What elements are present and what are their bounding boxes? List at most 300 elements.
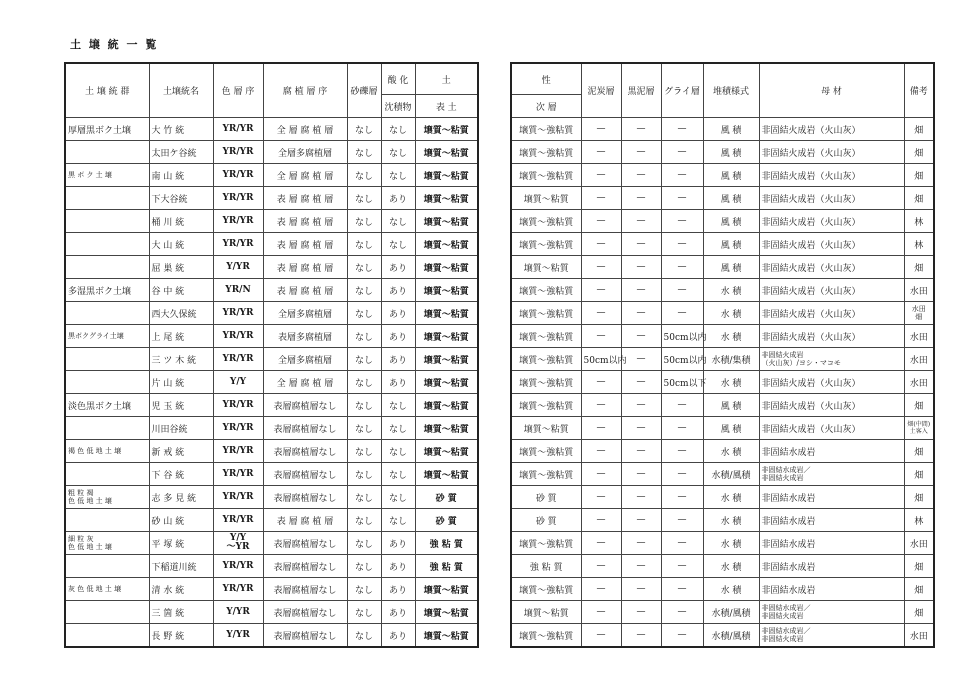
note-cell: 畑 — [904, 555, 934, 578]
deposit-mode-cell: 風 積 — [703, 141, 759, 164]
header-soil-texture-right: 性 — [511, 63, 581, 95]
muck-layer-cell: — — [621, 417, 661, 440]
soil-series-name-cell: 下大谷統 — [149, 187, 213, 210]
table-row — [65, 325, 478, 348]
table-row — [65, 601, 478, 624]
soil-group-cell: 厚層黒ボク土壌 — [65, 118, 149, 141]
note-cell: 畑 — [904, 118, 934, 141]
note-cell: 水田 — [904, 624, 934, 648]
soil-series-name-cell: 砂 山 統 — [149, 509, 213, 532]
table-row — [511, 325, 934, 348]
table-row — [511, 141, 934, 164]
oxidation-deposit-cell: あり — [381, 348, 415, 371]
header-group: 土 壌 統 群 — [65, 63, 149, 118]
soil-group-cell — [65, 348, 149, 371]
parent-material-cell: 非固結火成岩（火山灰） — [759, 279, 904, 302]
surface-texture-cell: 壌質～粘質 — [415, 624, 478, 648]
table-row — [65, 371, 478, 394]
header-name: 土壌統名 — [149, 63, 213, 118]
surface-texture-cell: 壌質～粘質 — [415, 578, 478, 601]
muck-layer-cell: — — [621, 233, 661, 256]
peat-layer-cell: — — [581, 279, 621, 302]
soil-group-cell — [65, 509, 149, 532]
table-row — [511, 486, 934, 509]
deposit-mode-cell: 水 積 — [703, 371, 759, 394]
surface-texture-cell: 壌質～粘質 — [415, 463, 478, 486]
parent-material-cell: 非固結水成岩／ 非固結火成岩 — [759, 601, 904, 624]
table-row — [511, 348, 934, 371]
table-row — [511, 463, 934, 486]
gravel-layer-cell: なし — [347, 325, 381, 348]
note-cell: 水田 — [904, 348, 934, 371]
table-row — [65, 256, 478, 279]
oxidation-deposit-cell: なし — [381, 486, 415, 509]
soil-group-cell: 粗 粒 褐 色 低 地 土 壌 — [65, 486, 149, 509]
note-cell: 林 — [904, 210, 934, 233]
color-sequence-cell: YR/YR — [213, 141, 263, 164]
soil-series-name-cell: 南 山 統 — [149, 164, 213, 187]
gley-layer-cell: — — [661, 187, 703, 210]
humus-sequence-cell: 表 層 腐 植 層 — [263, 187, 347, 210]
color-sequence-cell: YR/YR — [213, 348, 263, 371]
color-sequence-cell: Y/YR — [213, 256, 263, 279]
color-sequence-cell: YR/N — [213, 279, 263, 302]
surface-texture-cell: 壌質～粘質 — [415, 141, 478, 164]
soil-group-cell — [65, 141, 149, 164]
gravel-layer-cell: なし — [347, 302, 381, 325]
surface-texture-cell: 壌質～粘質 — [415, 394, 478, 417]
deposit-mode-cell: 水 積 — [703, 325, 759, 348]
gley-layer-cell: 50cm以内 — [661, 348, 703, 371]
muck-layer-cell: — — [621, 624, 661, 648]
peat-layer-cell: — — [581, 187, 621, 210]
soil-group-cell — [65, 187, 149, 210]
note-cell: 畑 — [904, 256, 934, 279]
table-row — [511, 279, 934, 302]
deposit-mode-cell: 風 積 — [703, 256, 759, 279]
gley-layer-cell: — — [661, 210, 703, 233]
soil-series-name-cell: 志 多 見 統 — [149, 486, 213, 509]
header-subsoil: 次 層 — [511, 95, 581, 118]
muck-layer-cell: — — [621, 279, 661, 302]
gravel-layer-cell: なし — [347, 187, 381, 210]
humus-sequence-cell: 表 層 腐 植 層 — [263, 279, 347, 302]
parent-material-cell: 非固結火成岩（火山灰） — [759, 256, 904, 279]
deposit-mode-cell: 水 積 — [703, 555, 759, 578]
oxidation-deposit-cell: なし — [381, 394, 415, 417]
soil-group-cell — [65, 417, 149, 440]
peat-layer-cell: — — [581, 325, 621, 348]
soil-series-name-cell: 下 谷 統 — [149, 463, 213, 486]
gravel-layer-cell: なし — [347, 624, 381, 648]
surface-texture-cell: 壌質～粘質 — [415, 279, 478, 302]
subsoil-texture-cell: 壌質～強粘質 — [511, 578, 581, 601]
peat-layer-cell: — — [581, 624, 621, 648]
note-cell: 水田 — [904, 371, 934, 394]
table-row — [511, 210, 934, 233]
surface-texture-cell: 壌質～粘質 — [415, 601, 478, 624]
header-gley: グライ層 — [661, 63, 703, 118]
soil-series-name-cell: 谷 中 統 — [149, 279, 213, 302]
subsoil-texture-cell: 壌質～強粘質 — [511, 325, 581, 348]
note-cell: 畑 — [904, 440, 934, 463]
gley-layer-cell: — — [661, 509, 703, 532]
parent-material-cell: 非固結火成岩（火山灰） — [759, 417, 904, 440]
soil-series-name-cell: 長 野 統 — [149, 624, 213, 648]
color-sequence-cell: Y/YR — [213, 624, 263, 648]
soil-group-cell — [65, 256, 149, 279]
color-sequence-cell: YR/YR — [213, 302, 263, 325]
surface-texture-cell: 砂 質 — [415, 509, 478, 532]
gravel-layer-cell: なし — [347, 486, 381, 509]
header-muck: 黒泥層 — [621, 63, 661, 118]
oxidation-deposit-cell: あり — [381, 555, 415, 578]
color-sequence-cell: YR/YR — [213, 210, 263, 233]
parent-material-cell: 非固結火成岩（火山灰） — [759, 325, 904, 348]
color-sequence-cell: YR/YR — [213, 417, 263, 440]
subsoil-texture-cell: 壌質～粘質 — [511, 187, 581, 210]
muck-layer-cell: — — [621, 256, 661, 279]
oxidation-deposit-cell: なし — [381, 440, 415, 463]
oxidation-deposit-cell: あり — [381, 187, 415, 210]
table-row — [65, 279, 478, 302]
peat-layer-cell: — — [581, 233, 621, 256]
deposit-mode-cell: 風 積 — [703, 417, 759, 440]
oxidation-deposit-cell: あり — [381, 532, 415, 555]
soil-group-cell — [65, 463, 149, 486]
humus-sequence-cell: 表層腐植層なし — [263, 417, 347, 440]
peat-layer-cell: — — [581, 532, 621, 555]
soil-series-name-cell: 上 尾 統 — [149, 325, 213, 348]
subsoil-texture-cell: 砂 質 — [511, 509, 581, 532]
parent-material-cell: 非固結火成岩（火山灰） — [759, 141, 904, 164]
subsoil-texture-cell: 壌質～強粘質 — [511, 348, 581, 371]
humus-sequence-cell: 表層腐植層なし — [263, 601, 347, 624]
soil-series-name-cell: 平 塚 統 — [149, 532, 213, 555]
gley-layer-cell: — — [661, 578, 703, 601]
oxidation-deposit-cell: なし — [381, 417, 415, 440]
muck-layer-cell: — — [621, 371, 661, 394]
table-row — [65, 210, 478, 233]
table-row — [511, 302, 934, 325]
subsoil-texture-cell: 強 粘 質 — [511, 555, 581, 578]
subsoil-texture-cell: 壌質～強粘質 — [511, 210, 581, 233]
muck-layer-cell: — — [621, 348, 661, 371]
humus-sequence-cell: 全 層 腐 植 層 — [263, 118, 347, 141]
muck-layer-cell: — — [621, 555, 661, 578]
gley-layer-cell: — — [661, 555, 703, 578]
table-row — [511, 118, 934, 141]
gley-layer-cell: — — [661, 256, 703, 279]
humus-sequence-cell: 表層腐植層なし — [263, 532, 347, 555]
page-title: 土 壌 統 一 覧 — [70, 38, 159, 51]
color-sequence-cell: YR/YR — [213, 233, 263, 256]
humus-sequence-cell: 全 層 腐 植 層 — [263, 371, 347, 394]
surface-texture-cell: 強 粘 質 — [415, 532, 478, 555]
oxidation-deposit-cell: なし — [381, 118, 415, 141]
parent-material-cell: 非固結水成岩 — [759, 486, 904, 509]
soil-group-cell: 灰 色 低 地 土 壌 — [65, 578, 149, 601]
muck-layer-cell: — — [621, 394, 661, 417]
gley-layer-cell: — — [661, 440, 703, 463]
gley-layer-cell: — — [661, 141, 703, 164]
gravel-layer-cell: なし — [347, 417, 381, 440]
soil-group-cell: 淡色黒ボク土壌 — [65, 394, 149, 417]
table-row — [65, 578, 478, 601]
deposit-mode-cell: 水 積 — [703, 440, 759, 463]
subsoil-texture-cell: 壌質～粘質 — [511, 417, 581, 440]
parent-material-cell: 非固結火成岩（火山灰） — [759, 302, 904, 325]
note-cell: 畑 — [904, 187, 934, 210]
surface-texture-cell: 壌質～粘質 — [415, 325, 478, 348]
muck-layer-cell: — — [621, 532, 661, 555]
soil-series-name-cell: 川田谷統 — [149, 417, 213, 440]
table-row — [511, 394, 934, 417]
soil-group-cell — [65, 302, 149, 325]
oxidation-deposit-cell: あり — [381, 371, 415, 394]
gley-layer-cell: — — [661, 164, 703, 187]
color-sequence-cell: YR/YR — [213, 325, 263, 348]
color-sequence-cell: YR/YR — [213, 555, 263, 578]
soil-table-left — [64, 62, 479, 648]
surface-texture-cell: 壌質～粘質 — [415, 417, 478, 440]
soil-group-cell: 多湿黒ボク土壌 — [65, 279, 149, 302]
oxidation-deposit-cell: あり — [381, 601, 415, 624]
color-sequence-cell: Y/YR — [213, 601, 263, 624]
humus-sequence-cell: 表 層 腐 植 層 — [263, 256, 347, 279]
deposit-mode-cell: 水 積 — [703, 509, 759, 532]
deposit-mode-cell: 水 積 — [703, 302, 759, 325]
note-cell: 林 — [904, 233, 934, 256]
table-row — [511, 509, 934, 532]
soil-series-name-cell: 大 山 統 — [149, 233, 213, 256]
table-row — [65, 118, 478, 141]
parent-material-cell: 非固結水成岩 — [759, 532, 904, 555]
color-sequence-cell: YR/YR — [213, 578, 263, 601]
gley-layer-cell: — — [661, 463, 703, 486]
oxidation-deposit-cell: なし — [381, 463, 415, 486]
humus-sequence-cell: 表層腐植層なし — [263, 463, 347, 486]
parent-material-cell: 非固結水成岩／ 非固結火成岩 — [759, 624, 904, 648]
deposit-mode-cell: 水 積 — [703, 486, 759, 509]
gravel-layer-cell: なし — [347, 141, 381, 164]
muck-layer-cell: — — [621, 578, 661, 601]
parent-material-cell: 非固結火成岩（火山灰） — [759, 164, 904, 187]
peat-layer-cell: — — [581, 486, 621, 509]
muck-layer-cell: — — [621, 601, 661, 624]
note-cell: 畑 — [904, 486, 934, 509]
deposit-mode-cell: 風 積 — [703, 118, 759, 141]
table-row — [511, 624, 934, 648]
soil-series-name-cell: 大 竹 統 — [149, 118, 213, 141]
color-sequence-cell: YR/YR — [213, 164, 263, 187]
subsoil-texture-cell: 壌質～強粘質 — [511, 279, 581, 302]
deposit-mode-cell: 水 積 — [703, 532, 759, 555]
peat-layer-cell: — — [581, 164, 621, 187]
humus-sequence-cell: 表 層 腐 植 層 — [263, 233, 347, 256]
header-surface: 表 土 — [415, 95, 478, 118]
table-row — [65, 624, 478, 648]
gravel-layer-cell: なし — [347, 463, 381, 486]
soil-series-name-cell: 西大久保統 — [149, 302, 213, 325]
table-row — [65, 394, 478, 417]
color-sequence-cell: Y/Y — [213, 371, 263, 394]
surface-texture-cell: 壌質～粘質 — [415, 210, 478, 233]
soil-group-cell — [65, 601, 149, 624]
gley-layer-cell: — — [661, 601, 703, 624]
note-cell: 林 — [904, 509, 934, 532]
humus-sequence-cell: 表層腐植層なし — [263, 578, 347, 601]
subsoil-texture-cell: 壌質～強粘質 — [511, 141, 581, 164]
oxidation-deposit-cell: あり — [381, 256, 415, 279]
gravel-layer-cell: なし — [347, 440, 381, 463]
peat-layer-cell: — — [581, 141, 621, 164]
note-cell: 畑 — [904, 141, 934, 164]
color-sequence-cell: Y/Y ～YR — [213, 532, 263, 555]
oxidation-deposit-cell: あり — [381, 624, 415, 648]
subsoil-texture-cell: 壌質～強粘質 — [511, 440, 581, 463]
color-sequence-cell: YR/YR — [213, 118, 263, 141]
soil-group-cell: 細 粒 灰 色 低 地 土 壌 — [65, 532, 149, 555]
header-color: 色 層 序 — [213, 63, 263, 118]
surface-texture-cell: 強 粘 質 — [415, 555, 478, 578]
muck-layer-cell: — — [621, 486, 661, 509]
table-row — [65, 555, 478, 578]
parent-material-cell: 非固結火成岩（火山灰） — [759, 233, 904, 256]
gravel-layer-cell: なし — [347, 256, 381, 279]
gley-layer-cell: — — [661, 486, 703, 509]
table-row — [65, 164, 478, 187]
surface-texture-cell: 壌質～粘質 — [415, 164, 478, 187]
soil-series-name-cell: 下稲道川統 — [149, 555, 213, 578]
gravel-layer-cell: なし — [347, 394, 381, 417]
humus-sequence-cell: 表層腐植層なし — [263, 440, 347, 463]
gravel-layer-cell: なし — [347, 532, 381, 555]
muck-layer-cell: — — [621, 141, 661, 164]
deposit-mode-cell: 風 積 — [703, 210, 759, 233]
soil-series-name-cell: 児 玉 統 — [149, 394, 213, 417]
surface-texture-cell: 壌質～粘質 — [415, 440, 478, 463]
soil-series-name-cell: 桶 川 統 — [149, 210, 213, 233]
subsoil-texture-cell: 壌質～強粘質 — [511, 371, 581, 394]
deposit-mode-cell: 水 積 — [703, 279, 759, 302]
soil-group-cell — [65, 210, 149, 233]
parent-material-cell: 非固結水成岩／ 非固結火成岩 — [759, 463, 904, 486]
note-cell: 畑 — [904, 578, 934, 601]
parent-material-cell: 非固結水成岩 — [759, 578, 904, 601]
deposit-mode-cell: 水積/風積 — [703, 624, 759, 648]
soil-series-name-cell: 太田ケ谷統 — [149, 141, 213, 164]
parent-material-cell: 非固結火成岩 （火山灰）/ヨシ・マコモ — [759, 348, 904, 371]
gley-layer-cell: — — [661, 118, 703, 141]
note-cell: 水田 — [904, 325, 934, 348]
soil-table-right — [510, 62, 935, 648]
oxidation-deposit-cell: なし — [381, 141, 415, 164]
note-cell: 畑 — [904, 394, 934, 417]
humus-sequence-cell: 表 層 腐 植 層 — [263, 509, 347, 532]
deposit-mode-cell: 風 積 — [703, 187, 759, 210]
header-oxid-top: 酸 化 — [381, 63, 415, 95]
peat-layer-cell: — — [581, 555, 621, 578]
peat-layer-cell: — — [581, 417, 621, 440]
subsoil-texture-cell: 壌質～強粘質 — [511, 118, 581, 141]
peat-layer-cell: — — [581, 256, 621, 279]
gley-layer-cell: — — [661, 279, 703, 302]
deposit-mode-cell: 水 積 — [703, 578, 759, 601]
note-cell: 水田 畑 — [904, 302, 934, 325]
humus-sequence-cell: 全 層 腐 植 層 — [263, 164, 347, 187]
surface-texture-cell: 壌質～粘質 — [415, 118, 478, 141]
subsoil-texture-cell: 壌質～強粘質 — [511, 394, 581, 417]
humus-sequence-cell: 全層多腐植層 — [263, 141, 347, 164]
table-row — [511, 164, 934, 187]
muck-layer-cell: — — [621, 509, 661, 532]
peat-layer-cell: — — [581, 601, 621, 624]
soil-series-name-cell: 屈 巣 統 — [149, 256, 213, 279]
parent-material-cell: 非固結火成岩（火山灰） — [759, 394, 904, 417]
oxidation-deposit-cell: あり — [381, 578, 415, 601]
humus-sequence-cell: 表層腐植層なし — [263, 486, 347, 509]
gravel-layer-cell: なし — [347, 233, 381, 256]
soil-group-cell: 黒ボクグライ土壌 — [65, 325, 149, 348]
soil-group-cell — [65, 233, 149, 256]
subsoil-texture-cell: 壌質～強粘質 — [511, 164, 581, 187]
table-row — [511, 256, 934, 279]
soil-group-cell — [65, 371, 149, 394]
deposit-mode-cell: 風 積 — [703, 164, 759, 187]
table-row — [65, 187, 478, 210]
subsoil-texture-cell: 壌質～強粘質 — [511, 233, 581, 256]
gravel-layer-cell: なし — [347, 578, 381, 601]
header-deposit: 堆積様式 — [703, 63, 759, 118]
humus-sequence-cell: 表層腐植層なし — [263, 555, 347, 578]
oxidation-deposit-cell: あり — [381, 325, 415, 348]
header-oxid-bottom: 沈積物 — [381, 95, 415, 118]
color-sequence-cell: YR/YR — [213, 509, 263, 532]
peat-layer-cell: — — [581, 371, 621, 394]
gley-layer-cell: — — [661, 233, 703, 256]
gravel-layer-cell: なし — [347, 164, 381, 187]
table-row — [65, 302, 478, 325]
parent-material-cell: 非固結火成岩（火山灰） — [759, 371, 904, 394]
soil-group-cell — [65, 555, 149, 578]
gley-layer-cell: — — [661, 302, 703, 325]
parent-material-cell: 非固結火成岩（火山灰） — [759, 118, 904, 141]
subsoil-texture-cell: 壌質～強粘質 — [511, 624, 581, 648]
subsoil-texture-cell: 砂 質 — [511, 486, 581, 509]
subsoil-texture-cell: 壌質～強粘質 — [511, 532, 581, 555]
subsoil-texture-cell: 壌質～粘質 — [511, 601, 581, 624]
table-row — [65, 141, 478, 164]
table-row — [511, 233, 934, 256]
humus-sequence-cell: 表 層 腐 植 層 — [263, 210, 347, 233]
color-sequence-cell: YR/YR — [213, 440, 263, 463]
subsoil-texture-cell: 壌質～粘質 — [511, 256, 581, 279]
table-row — [65, 348, 478, 371]
deposit-mode-cell: 風 積 — [703, 233, 759, 256]
table-row — [65, 486, 478, 509]
note-cell: 畑 — [904, 164, 934, 187]
color-sequence-cell: YR/YR — [213, 187, 263, 210]
peat-layer-cell: — — [581, 440, 621, 463]
table-row — [65, 509, 478, 532]
gravel-layer-cell: なし — [347, 371, 381, 394]
peat-layer-cell: 50cm以内 — [581, 348, 621, 371]
humus-sequence-cell: 表層腐植層なし — [263, 624, 347, 648]
table-row — [511, 601, 934, 624]
humus-sequence-cell: 表層多腐植層 — [263, 325, 347, 348]
soil-series-name-cell: 三 ツ 木 統 — [149, 348, 213, 371]
